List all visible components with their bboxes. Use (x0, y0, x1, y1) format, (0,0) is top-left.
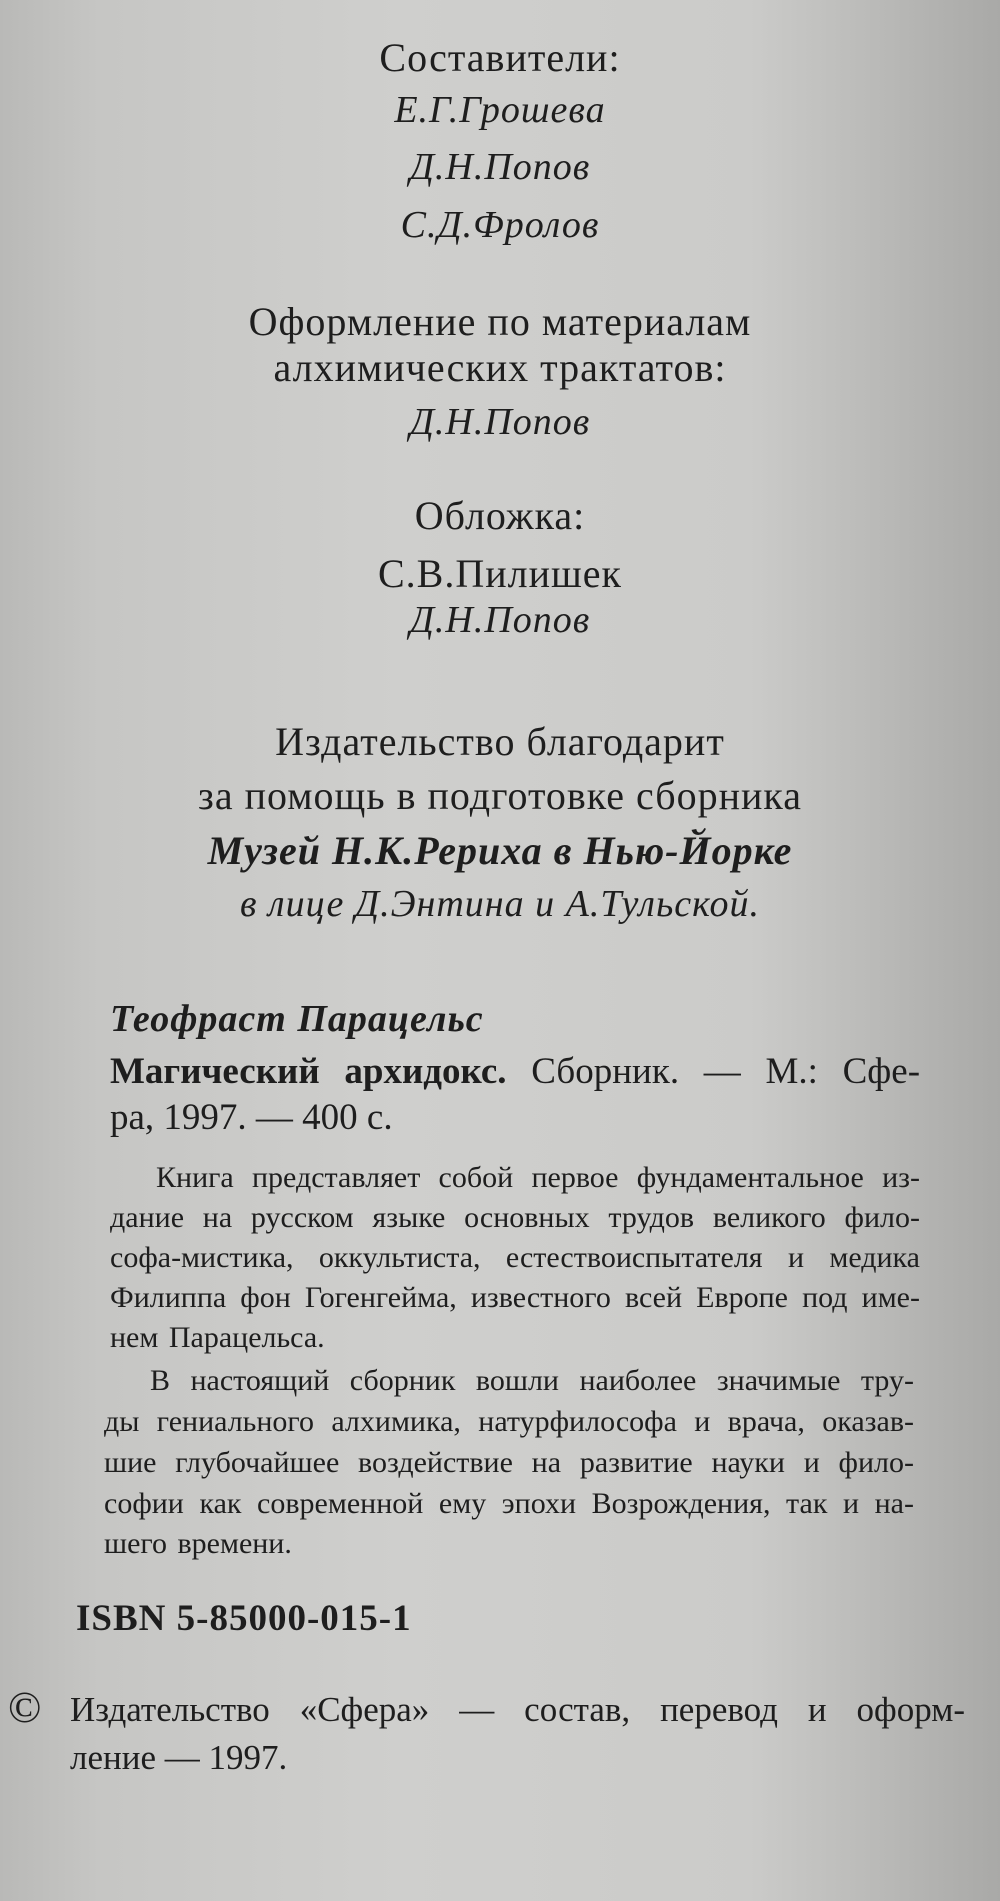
design-author: Д.Н.Попов (409, 401, 591, 443)
annotation-line: софии как современной ему эпохи Возрождения, так и на- (104, 1487, 914, 1520)
copyright-line: ление — 1997. (70, 1738, 288, 1777)
cover-author: Д.Н.Попов (409, 599, 591, 641)
copyright-icon: © (8, 1683, 42, 1732)
book-author: Теофраст Парацельс (110, 998, 484, 1040)
annotation-line: Книга представляет собой первое фундаментальное из- (156, 1161, 920, 1194)
thanks-line: за помощь в подготовке сборника (198, 773, 802, 818)
annotation-line: В настоящий сборник вошли наиболее значимые тру- (150, 1364, 914, 1397)
thanks-line: Издательство благодарит (275, 719, 725, 764)
compiler-name: С.Д.Фролов (400, 204, 600, 246)
annotation-line: Филиппа фон Гогенгейма, известного всей Европе под име- (110, 1281, 920, 1314)
annotation-line: софа-мистика, оккультиста, естествоиспытателя и медика (110, 1241, 920, 1274)
thanks-museum: Музей Н.К.Рериха в Нью-Йорке (207, 828, 793, 873)
design-heading: алхимических трактатов: (273, 345, 727, 390)
copyright-line: Издательство «Сфера» — состав, перевод и оформ- (70, 1690, 965, 1729)
annotation-line: нем Парацельса. (110, 1321, 325, 1354)
compilers-heading: Составители: (379, 35, 621, 80)
book-title: Магический архидокс. (110, 1051, 507, 1092)
book-title-line (110, 1050, 920, 1093)
compiler-name: Е.Г.Грошева (394, 89, 606, 131)
annotation-line: дание на русском языке основных трудов великого фило- (110, 1201, 920, 1234)
annotation-line: ды гениального алхимика, натурфилософа и врача, оказав- (104, 1405, 914, 1438)
thanks-line: в лице Д.Энтина и А.Тульской. (240, 883, 760, 925)
cover-heading: Обложка: (414, 493, 586, 538)
design-heading: Оформление по материалам (248, 299, 752, 344)
book-imprint: Сборник. — М.: Сфе- (531, 1051, 921, 1092)
annotation-line: шего времени. (104, 1527, 292, 1560)
annotation-line: шие глубочайшее воздействие на развитие науки и фило- (104, 1446, 914, 1479)
isbn: ISBN 5-85000-015-1 (76, 1598, 412, 1639)
book-imprint-line: ра, 1997. — 400 с. (110, 1097, 393, 1138)
compiler-name: Д.Н.Попов (409, 146, 591, 188)
cover-author: С.В.Пилишек (377, 551, 622, 596)
